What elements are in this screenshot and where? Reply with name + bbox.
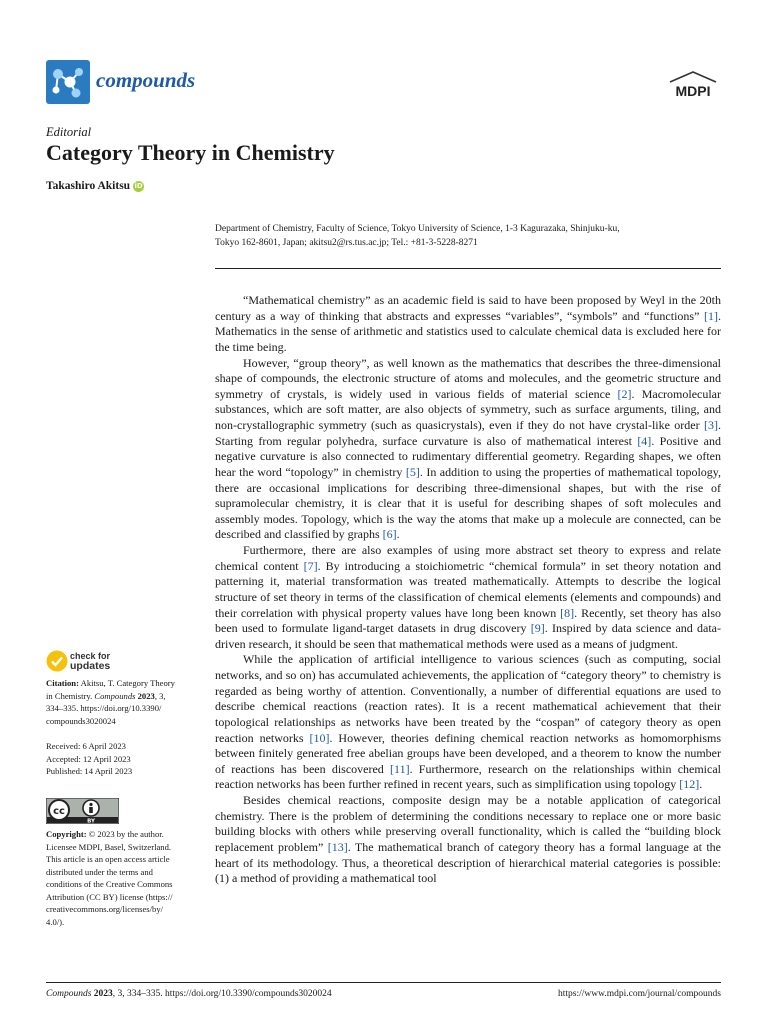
reference-link[interactable]: [8]: [560, 605, 575, 620]
citation-block: Citation: Akitsu, T. Category Theory in Chemistry. Compounds 2023, 3, 334–335. https://doi.org/10.3390/ compounds3020024: [46, 678, 175, 726]
author-name[interactable]: Takashiro Akitsu: [46, 180, 131, 192]
paragraph-1: “Mathematical chemistry” as an academic field is said to have been proposed by Weyl in the 20th century as a way of thinking that abstracts and expresses “variables”, “symbols” and “functions” [1]. Mathematics in the sense of arithmetic and statistics used to calculate chemical data is excluded here for the time being.: [215, 293, 721, 354]
article-title: Category Theory in Chemistry: [46, 140, 335, 165]
svg-text:BY: BY: [87, 818, 95, 824]
check-for-updates-button[interactable]: [46, 648, 146, 674]
footer-journal-url[interactable]: https://www.mdpi.com/journal/compounds: [558, 989, 721, 999]
footer-divider: [46, 982, 721, 983]
affiliation-line-1: Department of Chemistry, Faculty of Science, Tokyo University of Science, 1-3 Kagurazaka, Shinjuku-ku,: [215, 224, 620, 234]
journal-name: compounds: [96, 68, 196, 92]
dates-block: [46, 740, 198, 778]
paragraph-2: However, “group theory”, as well known as the mathematics that describes the three-dimensional shape of compounds, the electronic structure of atoms and molecules, and the geometric structure and symmetry of crystals, is widely used in various fields of material science [2]. Macromolecular substances, which are soft matter, are also objects of symmetry, such as surface arguments, tiling, and non-crystallographic symmetry (such as quasicrystals), even if they do not have crystal-like order [3]. Starting from regular polyhedra, surface curvature is also of mathematical interest [4]. Positive and negative curvature is also connected to rudimentary differential geometry. Regarding shapes, we often hear the word “topology” in chemistry [5]. In addition to using the properties of mathematical topology, there are occasional implications for describing three-dimensional shapes, but with the rise of supramolecular chemistry, it is clear that it is useful for describing shapes of soft molecules and assembly modes. Topology, which is the way the atoms that make up a molecule are connected, can be described and classified by graphs [6].: [215, 355, 722, 542]
reference-link[interactable]: [4]: [637, 433, 652, 448]
reference-link[interactable]: [6]: [382, 527, 397, 542]
header-divider: [215, 268, 721, 269]
reference-link[interactable]: [10]: [309, 730, 330, 745]
copyright-block: Copyright: © 2023 by the author. Licensee MDPI, Basel, Switzerland. This article is an open access article distributed under the terms and conditions of the Creative Commons Attribution (CC BY) license (https:// creativecommons.org/licenses/by/ 4.0/).: [46, 829, 173, 927]
paragraph-5: Besides chemical reactions, composite design may be a notable application of categorical chemistry. There is the problem of determining the conditions necessary to replace one or more basic building blocks with others while preserving overall functionality, which is called the “building block replacement problem” [13]. The mathematical branch of category theory has a formal language at the heart of its methodology. Thus, a theoretical description of hierarchical material categories is possible: (1) a method of providing a mathematical tool: [215, 793, 722, 886]
publisher-name: MDPI: [675, 83, 711, 99]
received-date: Received: 6 April 2023: [46, 741, 126, 751]
accepted-date: Accepted: 12 April 2023: [46, 753, 131, 764]
reference-link[interactable]: [5]: [405, 464, 420, 479]
paragraph-4: While the application of artificial intelligence to various sciences (such as computing, social networks, and so on) has accumulated achievements, the application of “category theory” to chemistry is regarded as being worthy of attention. Conventionally, a number of differential equations are used to describe chemical reactions (reaction rates). It is a recent mathematical achievement that their topological relationships as networks have been treated by the “cospan” of category theory as open reaction networks [10]. However, theories defining chemical reaction networks as homomorphisms between finitely generated free abelian groups have been developed, and a theorem to know the number of reactions has been discovered [11]. Furthermore, research on the relationships within chemical reaction networks has been further refined in recent years, such as simplification using topology [12].: [215, 652, 721, 792]
check-updates-icon: [46, 650, 68, 672]
cc-by-license-icon[interactable]: [46, 798, 119, 824]
reference-link[interactable]: [1]: [704, 308, 718, 323]
reference-link[interactable]: [9]: [530, 621, 545, 636]
affiliation-line-2: Tokyo 162-8601, Japan; akitsu2@rs.tus.ac.jp; Tel.: +81-3-5228-8271: [215, 238, 478, 248]
reference-link[interactable]: [11]: [390, 761, 410, 776]
footer-citation: Compounds 2023, 3, 334–335. https://doi.org/10.3390/compounds3020024: [46, 989, 332, 999]
article-type: Editorial: [46, 125, 92, 139]
reference-link[interactable]: [3]: [704, 418, 718, 432]
article-body: [215, 293, 721, 887]
reference-link[interactable]: [13]: [327, 839, 348, 854]
reference-link[interactable]: [12]: [679, 777, 700, 792]
affiliation: [215, 222, 721, 250]
author: [46, 180, 144, 192]
published-date: Published: 14 April 2023: [46, 766, 133, 776]
check-updates-label: check for updates: [70, 651, 111, 672]
svg-text:cc: cc: [53, 806, 65, 817]
mdpi-logo-icon: [666, 70, 720, 100]
compounds-logo-icon: [46, 60, 90, 104]
reference-link[interactable]: [7]: [303, 558, 318, 573]
reference-link[interactable]: [2]: [617, 386, 632, 401]
orcid-icon[interactable]: iD: [134, 182, 143, 190]
paragraph-3: Furthermore, there are also examples of using more abstract set theory to express and relate chemical content [7]. By introducing a stoichiometric “chemical formula” in set theory notation and patterning it, material transformation was treated mathematically. Attempts to describe the logical structure of set theory in terms of the classification of chemical elements (elements and compounds) and their correlation with physical property values have long been known [8]. Recently, set theory has also been used to formulate ligand-target datasets in drug discovery [9]. Inspired by data science and data-driven research, it should be seen that mathematical methods were used as a means of judgment.: [215, 543, 721, 651]
